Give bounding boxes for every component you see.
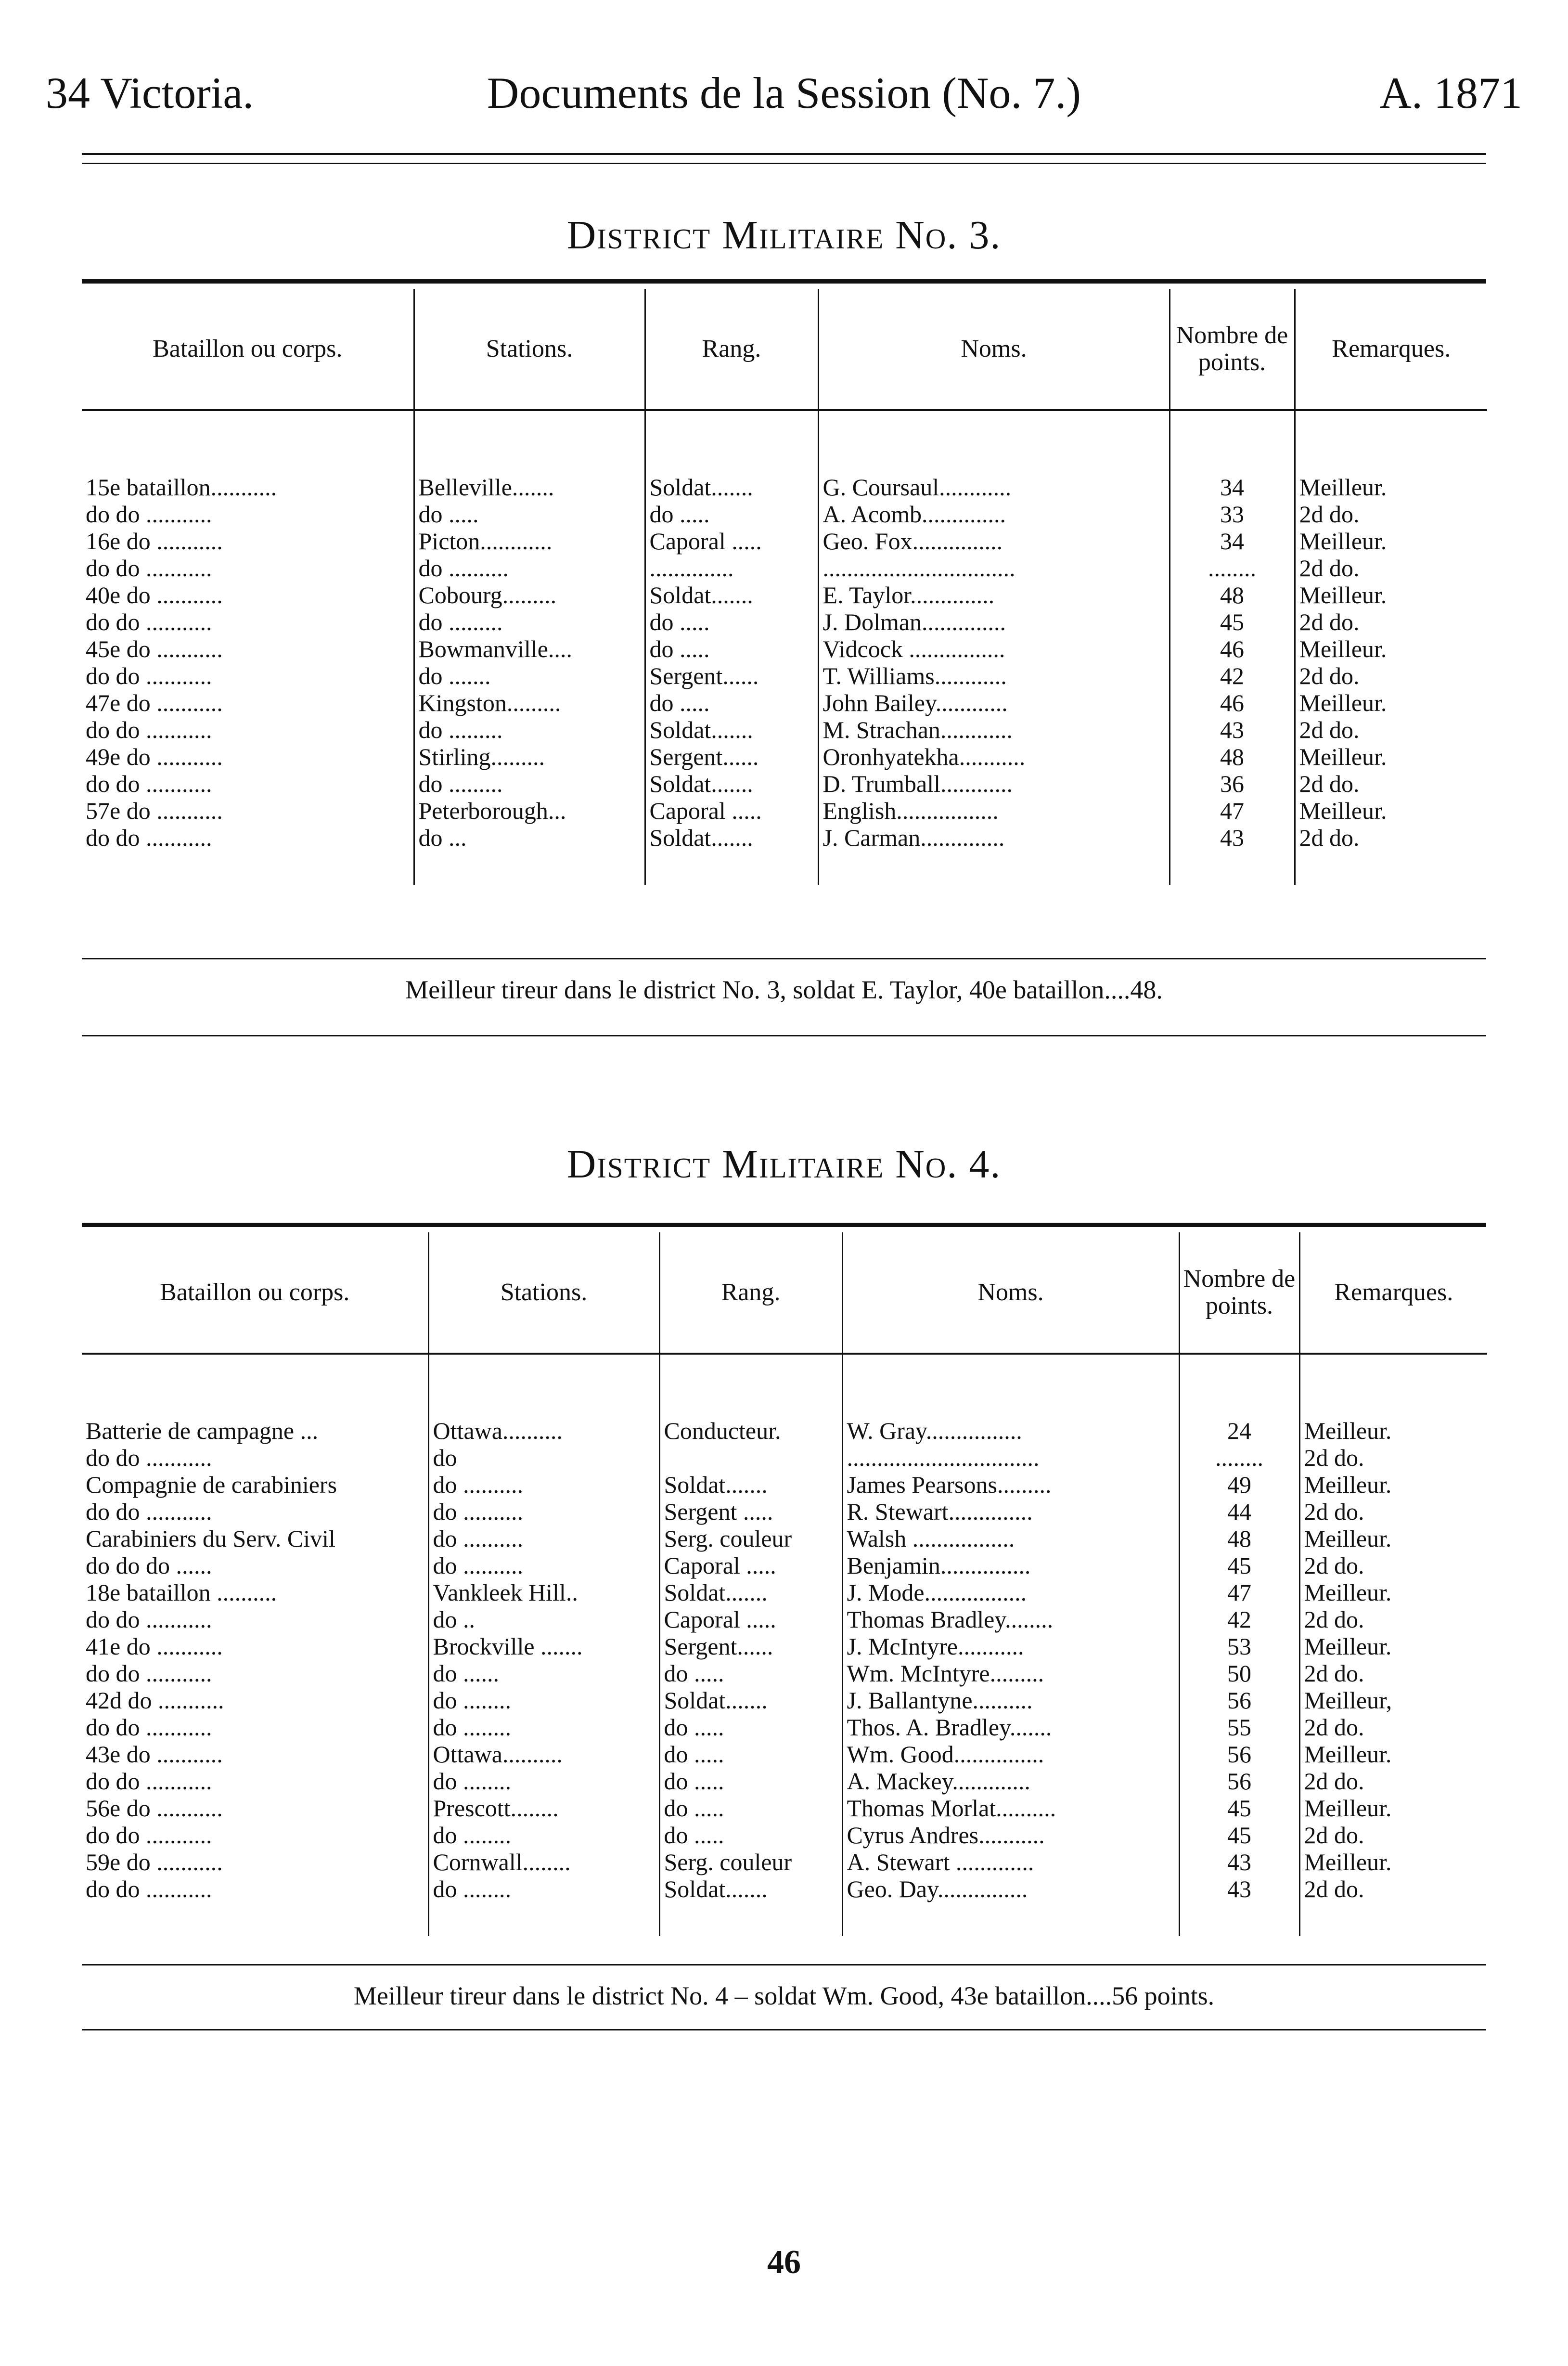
table-row: [82, 1579, 1487, 1606]
district-3-summary-rule: [82, 1035, 1486, 1036]
points-cell: 43: [1170, 824, 1295, 851]
points-cell: ........: [1179, 1444, 1299, 1471]
corps-cell: 49e do ...........: [86, 743, 223, 770]
spacer-cell: [1299, 1902, 1487, 1936]
station-cell: do ...: [414, 824, 645, 851]
rank-cell: Serg. couleur: [659, 1849, 842, 1875]
rank-cell: Sergent......: [645, 743, 818, 770]
corps-cell: 40e do ...........: [86, 582, 223, 608]
name-cell: ................................: [818, 555, 1170, 582]
district-3-title: District Militaire No. 3.: [566, 213, 1002, 258]
spacer-cell: [1179, 1902, 1299, 1936]
district-3-summary: Meilleur tireur dans le district No. 3, soldat E. Taylor, 40e bataillon....48.: [405, 975, 1163, 1004]
points-cell: 43: [1179, 1849, 1299, 1875]
name-cell: Walsh .................: [842, 1525, 1179, 1552]
table-row: [82, 501, 1487, 528]
spacer-cell: [1170, 410, 1295, 474]
table-row: [82, 1606, 1487, 1633]
station-cell: do ........: [428, 1687, 659, 1714]
table-row: [82, 555, 1487, 582]
spacer-cell: [414, 851, 645, 885]
name-cell: John Bailey............: [818, 689, 1170, 716]
table-tail-row: [82, 851, 1487, 885]
points-cell: 47: [1170, 797, 1295, 824]
corps-cell: do do ...........: [86, 608, 212, 635]
corps-cell: 57e do ...........: [86, 797, 223, 824]
station-cell: do ........: [428, 1822, 659, 1849]
column-header-remarks: Remarques.: [1299, 1232, 1487, 1354]
header-left: 34 Victoria.: [46, 68, 254, 117]
spacer-cell: [659, 1354, 842, 1417]
district-3-bottom-rule: [82, 958, 1486, 959]
district-3-table: [82, 289, 1487, 885]
station-cell: do ..........: [414, 555, 645, 582]
station-cell: do: [428, 1444, 659, 1471]
corps-cell: do do ...........: [86, 1768, 212, 1795]
station-cell: Prescott........: [428, 1795, 659, 1822]
corps-cell: do do ...........: [86, 1444, 212, 1471]
table-row: [82, 1552, 1487, 1579]
remark-cell: 2d do.: [1295, 770, 1487, 797]
points-cell: 48: [1170, 743, 1295, 770]
remark-cell: 2d do.: [1299, 1875, 1487, 1902]
table-row: [82, 797, 1487, 824]
station-cell: Ottawa..........: [428, 1741, 659, 1768]
corps-cell: do do ...........: [86, 824, 212, 851]
rank-cell: do .....: [659, 1714, 842, 1741]
station-cell: do ..: [428, 1606, 659, 1633]
table-spacer-row: [82, 410, 1487, 474]
district-3-top-rule: [82, 279, 1486, 284]
name-cell: A. Mackey.............: [842, 1768, 1179, 1795]
spacer-cell: [1295, 851, 1487, 885]
table-row: [82, 1875, 1487, 1902]
points-cell: 47: [1179, 1579, 1299, 1606]
name-cell: A. Stewart .............: [842, 1849, 1179, 1875]
column-header-corps: Bataillon ou corps.: [82, 1232, 428, 1354]
corps-cell: Compagnie de carabiniers: [86, 1471, 337, 1498]
points-cell: 45: [1179, 1822, 1299, 1849]
station-cell: do .........: [414, 716, 645, 743]
table-row: [82, 1795, 1487, 1822]
station-cell: do ..........: [428, 1525, 659, 1552]
corps-cell: 41e do ...........: [86, 1633, 223, 1660]
corps-cell: do do ...........: [86, 1714, 212, 1741]
corps-cell: do do ...........: [86, 1822, 212, 1849]
spacer-cell: [645, 851, 818, 885]
spacer-cell: [82, 410, 414, 474]
corps-cell: 43e do ...........: [86, 1741, 223, 1768]
header-rule-2: [82, 163, 1486, 164]
table-row: [82, 1687, 1487, 1714]
corps-cell: 59e do ...........: [86, 1849, 223, 1875]
points-cell: 34: [1170, 474, 1295, 501]
name-cell: M. Strachan............: [818, 716, 1170, 743]
points-cell: 48: [1170, 582, 1295, 608]
points-cell: 43: [1170, 716, 1295, 743]
table-spacer-row: [82, 1354, 1487, 1417]
district-4-table-block: [82, 1232, 1487, 1936]
name-cell: Vidcock ................: [818, 635, 1170, 662]
station-cell: Kingston.........: [414, 689, 645, 716]
points-cell: 49: [1179, 1471, 1299, 1498]
remark-cell: 2d do.: [1299, 1822, 1487, 1849]
station-cell: do ........: [428, 1768, 659, 1795]
points-cell: ........: [1170, 555, 1295, 582]
corps-cell: do do ...........: [86, 662, 212, 689]
column-header-rank: Rang.: [645, 289, 818, 410]
remark-cell: Meilleur.: [1299, 1579, 1487, 1606]
rank-cell: do .....: [659, 1768, 842, 1795]
table-row: [82, 1417, 1487, 1444]
table-row: [82, 743, 1487, 770]
remark-cell: Meilleur,: [1299, 1687, 1487, 1714]
name-cell: R. Stewart..............: [842, 1498, 1179, 1525]
rank-cell: do .....: [659, 1741, 842, 1768]
name-cell: Cyrus Andres...........: [842, 1822, 1179, 1849]
column-header-stations: Stations.: [428, 1232, 659, 1354]
remark-cell: Meilleur.: [1299, 1633, 1487, 1660]
corps-cell: 16e do ...........: [86, 528, 223, 555]
table-row: [82, 1741, 1487, 1768]
spacer-cell: [1170, 851, 1295, 885]
rank-cell: do .....: [645, 608, 818, 635]
rank-cell: Caporal .....: [659, 1552, 842, 1579]
points-cell: 56: [1179, 1687, 1299, 1714]
rank-cell: Soldat.......: [659, 1687, 842, 1714]
name-cell: G. Coursaul............: [818, 474, 1170, 501]
table-row: [82, 1714, 1487, 1741]
points-cell: 46: [1170, 689, 1295, 716]
remark-cell: Meilleur.: [1295, 474, 1487, 501]
points-cell: 56: [1179, 1768, 1299, 1795]
station-cell: Ottawa..........: [428, 1417, 659, 1444]
rank-cell: do .....: [659, 1660, 842, 1687]
remark-cell: Meilleur.: [1295, 635, 1487, 662]
rank-cell: do .....: [659, 1822, 842, 1849]
remark-cell: Meilleur.: [1299, 1417, 1487, 1444]
district-4-table: [82, 1232, 1487, 1936]
station-cell: Cobourg.........: [414, 582, 645, 608]
points-cell: 53: [1179, 1633, 1299, 1660]
rank-cell: Caporal .....: [645, 528, 818, 555]
table-row: [82, 1471, 1487, 1498]
corps-cell: do do ...........: [86, 716, 212, 743]
rank-cell: do .....: [659, 1795, 842, 1822]
name-cell: Benjamin...............: [842, 1552, 1179, 1579]
corps-cell: do do ...........: [86, 1660, 212, 1687]
corps-cell: do do do ......: [86, 1552, 212, 1579]
points-cell: 48: [1179, 1525, 1299, 1552]
corps-cell: do do ...........: [86, 770, 212, 797]
rank-cell: Caporal .....: [659, 1606, 842, 1633]
name-cell: A. Acomb..............: [818, 501, 1170, 528]
table-row: [82, 1768, 1487, 1795]
corps-cell: 56e do ...........: [86, 1795, 223, 1822]
name-cell: ................................: [842, 1444, 1179, 1471]
rank-cell: Sergent......: [659, 1633, 842, 1660]
remark-cell: Meilleur.: [1299, 1849, 1487, 1875]
spacer-cell: [82, 1354, 428, 1417]
header-rule: [82, 153, 1486, 155]
table-row: [82, 608, 1487, 635]
station-cell: do .......: [414, 662, 645, 689]
rank-cell: Soldat.......: [645, 824, 818, 851]
station-cell: do ..........: [428, 1471, 659, 1498]
corps-cell: Batterie de campagne ...: [86, 1417, 319, 1444]
rank-cell: Soldat.......: [645, 582, 818, 608]
station-cell: do .....: [414, 501, 645, 528]
station-cell: Cornwall........: [428, 1849, 659, 1875]
corps-cell: 47e do ...........: [86, 689, 223, 716]
remark-cell: 2d do.: [1299, 1444, 1487, 1471]
name-cell: Oronhyatekha...........: [818, 743, 1170, 770]
remark-cell: 2d do.: [1299, 1660, 1487, 1687]
name-cell: E. Taylor..............: [818, 582, 1170, 608]
name-cell: Thos. A. Bradley.......: [842, 1714, 1179, 1741]
name-cell: J. Mode.................: [842, 1579, 1179, 1606]
station-cell: do ........: [428, 1714, 659, 1741]
rank-cell: Soldat.......: [659, 1579, 842, 1606]
table-row: [82, 824, 1487, 851]
corps-cell: 42d do ...........: [86, 1687, 224, 1714]
table-row: [82, 1498, 1487, 1525]
points-cell: 55: [1179, 1714, 1299, 1741]
remark-cell: 2d do.: [1299, 1552, 1487, 1579]
remark-cell: 2d do.: [1295, 608, 1487, 635]
points-cell: 34: [1170, 528, 1295, 555]
corps-cell: do do ...........: [86, 1875, 212, 1902]
spacer-cell: [414, 410, 645, 474]
table-header-row: [82, 289, 1487, 410]
station-cell: do ........: [428, 1875, 659, 1902]
remark-cell: Meilleur.: [1299, 1795, 1487, 1822]
district-4-rows: [82, 1354, 1487, 1936]
remark-cell: 2d do.: [1295, 501, 1487, 528]
station-cell: do ..........: [428, 1552, 659, 1579]
table-row: [82, 716, 1487, 743]
district-3-rows: [82, 410, 1487, 885]
spacer-cell: [82, 1902, 428, 1936]
name-cell: Thomas Morlat..........: [842, 1795, 1179, 1822]
corps-cell: do do ...........: [86, 1606, 212, 1633]
points-cell: 45: [1170, 608, 1295, 635]
points-cell: 42: [1179, 1606, 1299, 1633]
remark-cell: Meilleur.: [1295, 689, 1487, 716]
spacer-cell: [1295, 410, 1487, 474]
spacer-cell: [428, 1354, 659, 1417]
station-cell: do .........: [414, 770, 645, 797]
district-4-summary: Meilleur tireur dans le district No. 4 – soldat Wm. Good, 43e bataillon....56 points.: [353, 1981, 1215, 2010]
rank-cell: Soldat.......: [659, 1875, 842, 1902]
district-4-top-rule: [82, 1223, 1486, 1227]
rank-cell: do .....: [645, 501, 818, 528]
remark-cell: 2d do.: [1299, 1714, 1487, 1741]
points-cell: 46: [1170, 635, 1295, 662]
points-cell: 50: [1179, 1660, 1299, 1687]
rank-cell: Soldat.......: [645, 474, 818, 501]
spacer-cell: [842, 1354, 1179, 1417]
rank-cell: Caporal .....: [645, 797, 818, 824]
column-header-remarks: Remarques.: [1295, 289, 1487, 410]
remark-cell: Meilleur.: [1295, 528, 1487, 555]
remark-cell: Meilleur.: [1295, 743, 1487, 770]
name-cell: J. Carman..............: [818, 824, 1170, 851]
points-cell: 36: [1170, 770, 1295, 797]
name-cell: J. McIntyre...........: [842, 1633, 1179, 1660]
column-header-names: Noms.: [842, 1232, 1179, 1354]
rank-cell: do .....: [645, 635, 818, 662]
station-cell: Vankleek Hill..: [428, 1579, 659, 1606]
district-4-title: District Militaire No. 4.: [566, 1142, 1002, 1187]
name-cell: D. Trumball............: [818, 770, 1170, 797]
table-row: [82, 528, 1487, 555]
column-header-corps: Bataillon ou corps.: [82, 289, 414, 410]
points-cell: 44: [1179, 1498, 1299, 1525]
column-header-rank: Rang.: [659, 1232, 842, 1354]
remark-cell: Meilleur.: [1295, 797, 1487, 824]
station-cell: do .........: [414, 608, 645, 635]
district-4-bottom-rule: [82, 1964, 1486, 1965]
spacer-cell: [1179, 1354, 1299, 1417]
remark-cell: 2d do.: [1299, 1498, 1487, 1525]
page-number: 46: [767, 2244, 801, 2281]
table-row: [82, 770, 1487, 797]
remark-cell: 2d do.: [1299, 1768, 1487, 1795]
spacer-cell: [428, 1902, 659, 1936]
rank-cell: ..............: [645, 555, 818, 582]
rank-cell: Serg. couleur: [659, 1525, 842, 1552]
name-cell: T. Williams............: [818, 662, 1170, 689]
district-4-summary-rule: [82, 2029, 1486, 2030]
station-cell: Peterborough...: [414, 797, 645, 824]
remark-cell: 2d do.: [1295, 716, 1487, 743]
station-cell: do ......: [428, 1660, 659, 1687]
rank-cell: Sergent .....: [659, 1498, 842, 1525]
name-cell: Geo. Day...............: [842, 1875, 1179, 1902]
remark-cell: 2d do.: [1295, 824, 1487, 851]
rank-cell: Soldat.......: [645, 716, 818, 743]
points-cell: 24: [1179, 1417, 1299, 1444]
name-cell: Wm. Good...............: [842, 1741, 1179, 1768]
header-right: A. 1871: [1379, 68, 1522, 117]
remark-cell: Meilleur.: [1299, 1525, 1487, 1552]
rank-cell: Sergent......: [645, 662, 818, 689]
station-cell: Bowmanville....: [414, 635, 645, 662]
spacer-cell: [842, 1902, 1179, 1936]
remark-cell: Meilleur.: [1299, 1741, 1487, 1768]
points-cell: 43: [1179, 1875, 1299, 1902]
rank-cell: Conducteur.: [659, 1417, 842, 1444]
rank-cell: do .....: [645, 689, 818, 716]
table-row: [82, 1849, 1487, 1875]
spacer-cell: [818, 410, 1170, 474]
points-cell: 56: [1179, 1741, 1299, 1768]
spacer-cell: [659, 1902, 842, 1936]
name-cell: Geo. Fox...............: [818, 528, 1170, 555]
rank-cell: Soldat.......: [645, 770, 818, 797]
name-cell: Wm. McIntyre.........: [842, 1660, 1179, 1687]
corps-cell: 15e bataillon...........: [86, 474, 277, 501]
column-header-stations: Stations.: [414, 289, 645, 410]
table-row: [82, 1822, 1487, 1849]
corps-cell: do do ...........: [86, 555, 212, 582]
table-row: [82, 1660, 1487, 1687]
spacer-cell: [645, 410, 818, 474]
name-cell: Thomas Bradley........: [842, 1606, 1179, 1633]
header-center: Documents de la Session (No. 7.): [487, 68, 1081, 117]
points-cell: 45: [1179, 1795, 1299, 1822]
table-row: [82, 1633, 1487, 1660]
table-row: [82, 689, 1487, 716]
station-cell: Stirling.........: [414, 743, 645, 770]
points-cell: 45: [1179, 1552, 1299, 1579]
station-cell: Picton............: [414, 528, 645, 555]
points-cell: 33: [1170, 501, 1295, 528]
remark-cell: 2d do.: [1299, 1606, 1487, 1633]
station-cell: Belleville.......: [414, 474, 645, 501]
column-header-points: Nombre de points.: [1170, 289, 1295, 410]
column-header-names: Noms.: [818, 289, 1170, 410]
remark-cell: Meilleur.: [1299, 1471, 1487, 1498]
corps-cell: Carabiniers du Serv. Civil: [86, 1525, 335, 1552]
spacer-cell: [82, 851, 414, 885]
table-tail-row: [82, 1902, 1487, 1936]
name-cell: W. Gray................: [842, 1417, 1179, 1444]
points-cell: 42: [1170, 662, 1295, 689]
table-row: [82, 474, 1487, 501]
table-row: [82, 662, 1487, 689]
name-cell: J. Dolman..............: [818, 608, 1170, 635]
corps-cell: 18e bataillon ..........: [86, 1579, 277, 1606]
name-cell: James Pearsons.........: [842, 1471, 1179, 1498]
column-header-points: Nombre de points.: [1179, 1232, 1299, 1354]
spacer-cell: [1299, 1354, 1487, 1417]
running-head: [46, 67, 1522, 125]
corps-cell: do do ...........: [86, 501, 212, 528]
table-row: [82, 635, 1487, 662]
station-cell: do ..........: [428, 1498, 659, 1525]
rank-cell: [659, 1444, 842, 1471]
table-row: [82, 1444, 1487, 1471]
name-cell: J. Ballantyne..........: [842, 1687, 1179, 1714]
corps-cell: do do ...........: [86, 1498, 212, 1525]
name-cell: English.................: [818, 797, 1170, 824]
table-header-row: [82, 1232, 1487, 1354]
rank-cell: Soldat.......: [659, 1471, 842, 1498]
remark-cell: Meilleur.: [1295, 582, 1487, 608]
corps-cell: 45e do ...........: [86, 635, 223, 662]
station-cell: Brockville .......: [428, 1633, 659, 1660]
table-row: [82, 582, 1487, 608]
spacer-cell: [818, 851, 1170, 885]
remark-cell: 2d do.: [1295, 555, 1487, 582]
remark-cell: 2d do.: [1295, 662, 1487, 689]
table-row: [82, 1525, 1487, 1552]
district-3-table-block: [82, 289, 1487, 885]
